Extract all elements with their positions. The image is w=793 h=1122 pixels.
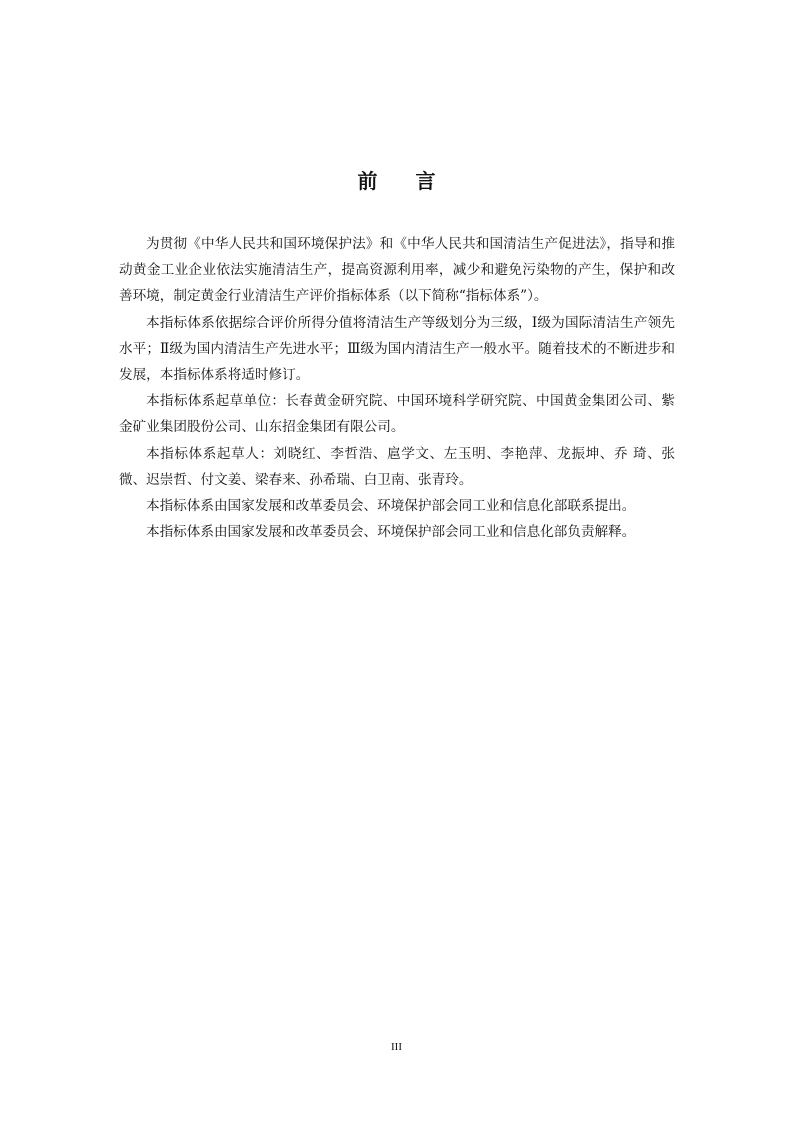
- preface-body: [119, 231, 675, 545]
- paragraph-drafting-units: 本指标体系起草单位：长春黄金研究院、中国环境科学研究院、中国黄金集团公司、紫金矿业集团股份公司、山东招金集团有限公司。: [119, 393, 675, 436]
- title-char-right: 言: [415, 169, 436, 193]
- paragraph-interpreter: 本指标体系由国家发展和改革委员会、环境保护部会同工业和信息化部负责解释。: [146, 524, 636, 541]
- paragraph-grading: 本指标体系依据综合评价所得分值将清洁生产等级划分为三级，Ⅰ级为国际清洁生产领先水平；Ⅱ级为国内清洁生产先进水平；Ⅲ级为国内清洁生产一般水平。随着技术的不断进步和发展，本指标体系将适时修订。: [119, 314, 675, 384]
- paragraph-proposer: 本指标体系由国家发展和改革委员会、环境保护部会同工业和信息化部联系提出。: [146, 498, 636, 515]
- title-char-left: 前: [357, 169, 378, 193]
- page-title: [0, 168, 793, 194]
- page-number: III: [391, 1041, 402, 1053]
- paragraph-drafters: 本指标体系起草人：刘晓红、李哲浩、扈学文、左玉明、李艳萍、龙振坤、乔 琦、张 微、迟崇哲、付文姜、梁春来、孙希瑞、白卫南、张青玲。: [119, 445, 675, 488]
- paragraph-purpose: 为贯彻《中华人民共和国环境保护法》和《中华人民共和国清洁生产促进法》，指导和推动黄金工业企业依法实施清洁生产，提高资源利用率，减少和避免污染物的产生，保护和改善环境，制定黄金行业清洁生产评价指标体系（以下简称“指标体系”）。: [119, 236, 675, 305]
